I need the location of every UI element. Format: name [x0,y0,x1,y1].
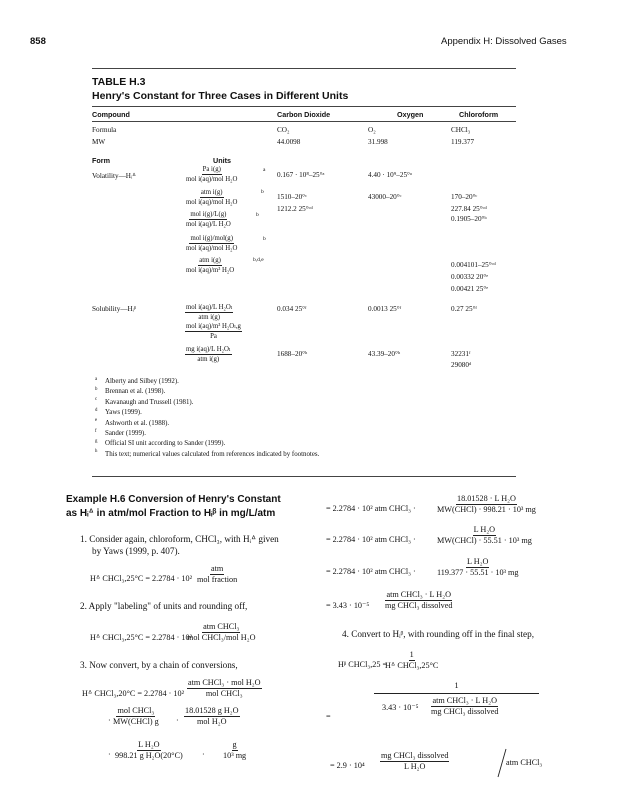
page-number: 858 [30,36,46,47]
sol-chcl3-3: 29080ᵈ [451,361,472,369]
eq3-frac [187,678,262,699]
r1-lhs: = 2.2784 · 10² atm CHCl₃ · [326,504,416,513]
vol-unit-3-den: mol i(aq)/L H₂O [186,221,231,228]
r2-num: L H₂O [473,525,496,534]
eq3-den: mol CHCl₃ [205,689,243,698]
eq3b-num2: 18.01528 g H₂O [185,706,239,715]
eq2-den: mol CHCl₃/mol H₂O [187,633,256,642]
vol-chcl3-1: 170–20°ᶜ [451,193,478,201]
table-title-rule [92,106,516,107]
vol-unit-1-den: mol i(aq)/mol H₂O [186,176,238,183]
r6-num: 1 [454,681,459,690]
vol-co2-1: 0.167 · 10⁸–25°ᵃ [277,171,325,179]
formula-label: Formula [92,126,117,134]
eq3c-dot2: · [202,750,205,759]
table-top-rule [92,68,516,69]
col-compound: Compound [92,110,130,119]
r7-den: L H₂O [404,762,426,771]
form-label: Form [92,156,110,165]
footnote: $^a$ Alberty and Silbey (1992). [95,376,179,385]
footnote: $^e$ Ashworth et al. (1988). [95,418,170,427]
eq2-frac [186,622,257,643]
eq2-lhs: Hᐞ CHCl₃,25°C = 2.2784 · 10² [90,633,193,642]
footnote-text: Sander (1999). [105,429,146,437]
eq2-num: atm CHCl₃ [203,622,240,631]
eq3b-dot: · [108,716,111,725]
vol-unit-5-den: mol i(aq)/m³ H₂O [186,267,235,274]
eq3b-frac1 [112,706,160,727]
r3-lhs: = 2.2784 · 10² atm CHCl₃ · [326,567,416,576]
r4-frac [384,590,453,611]
r5-lhs: Hᵝ CHCl₃,25 = [338,660,388,669]
volatility-label: Volatility—Hᵢᐞ [92,172,137,180]
vol-unit-2-num: atm i(g) [200,189,223,196]
vol-unit-2 [185,188,238,207]
eq3b-dot2: · [176,716,179,725]
eq3c-den2: 10³ mg [223,751,247,760]
r1-num: 18.01528 · L H₂O [456,494,516,503]
r1-den: MW(CHCl) · 998.21 · 10³ mg [437,505,536,514]
vol-unit-4-mark: b [263,236,266,242]
sol-unit-1-num: mol i(aq)/L H₂Oₗ [186,304,233,311]
r5-den: Hᐞ CHCl₃,25°C [385,661,439,670]
r6-den-lead: 3.43 · 10⁻⁵ [382,702,419,712]
vol-unit-2-den: mol i(aq)/mol H₂O [186,199,238,206]
footnote-text: Ashworth et al. (1988). [105,419,170,427]
eq3b-den1: MW(CHCl) g [113,717,159,726]
sol-co2-2: 1688–20°ʰ [277,350,308,358]
footnote: $^d$ Yaws (1999). [95,407,142,417]
sol-unit-3-num: mg i(aq)/L H₂Oₗ [186,346,231,353]
vol-chcl3-4: 0.004101–25°ᶜᵈ [451,261,496,269]
table-header-rule [92,121,516,122]
r6-frac [374,681,539,718]
step-2: 2. Apply "labeling" of units and rounding off, [80,601,248,611]
r2-frac [436,525,533,546]
formula-o2: O₂ [368,126,376,134]
table-label: TABLE H.3 [92,76,146,88]
sol-unit-2 [185,322,242,341]
eq3-num: atm CHCl₃ · mol H₂O [188,678,261,687]
step-1: 1. Consider again, chloroform, CHCl₃, with Hᵢᐞ given [80,534,279,544]
vol-unit-4-den: mol i(aq)/mol H₂O [186,245,238,252]
r4-num: atm CHCl₃ · L H₂O [386,590,451,599]
r6-den-num: atm CHCl₃ · L H₂O [432,695,497,705]
r4-den: mg CHCl₃ dissolved [385,601,453,610]
sol-unit-3 [185,345,232,364]
eq3b-den2: mol H₂O [197,717,227,726]
footnote-text: This text; numerical values calculated from references indicated by footnotes. [105,450,320,458]
example-title-1: Example H.6 Conversion of Henry's Constant [66,494,281,505]
footnote-text: Brennan et al. (1998). [105,388,166,396]
vol-unit-2-mark: b [261,189,264,195]
vol-unit-1-mark: a [263,167,266,173]
sol-unit-2-den: Pa [210,333,217,340]
vol-unit-5 [185,256,235,275]
eq3c-num1: L H₂O [138,740,160,749]
footnote: $^h$ This text; numerical values calculated from references indicated by footnotes. [95,449,320,458]
vol-co2-2: 1510–20°ᶜ [277,193,307,201]
vol-o2-1: 4.40 · 10⁹–25°ᵃ [368,171,412,179]
running-head: Appendix H: Dissolved Gases [441,36,567,47]
eq3c-dot: · [108,750,111,759]
col-chcl3: Chloroform [459,110,499,119]
r2-lhs: = 2.2784 · 10² atm CHCl₃ · [326,535,416,544]
formula-co2: CO₂ [277,126,290,134]
vol-co2-3: 1212.2 25°ᶜᵈ [277,205,313,213]
vol-unit-4-num: mol i(g)/mol(g) [190,235,233,242]
mw-chcl3: 119.377 [451,138,475,146]
sol-unit-3-den: atm i(g) [197,356,220,363]
sol-unit-2-num: mol i(aq)/m³ H₂Oₗ,g [186,323,241,330]
footnote-text: Yaws (1999). [105,409,142,417]
eq1-den: mol fraction [197,575,238,584]
vol-unit-5-num: atm i(g) [199,257,221,264]
sol-co2-1: 0.034 25°ᶠ [277,305,307,313]
footnote-text: Official SI unit according to Sander (1999). [105,440,226,448]
vol-unit-3-mark: b [256,212,259,218]
sol-unit-1 [185,303,233,322]
footnote-text: Kavanaugh and Trussell (1981). [105,398,194,406]
r2-den: MW(CHCl) · 55.51 · 10³ mg [437,536,532,545]
formula-chcl3: CHCl₃ [451,126,471,134]
footnote: $^g$ Official SI unit according to Sander (1999). [95,439,226,448]
vol-unit-3 [185,210,232,229]
eq1-frac [196,564,238,585]
footnote: $^f$ Sander (1999). [95,428,146,437]
table-title: Henry's Constant for Three Cases in Different Units [92,90,349,102]
r7-lhs: = 2.9 · 10⁴ [330,761,365,770]
eq3b-frac2 [184,706,240,727]
footnote-text: Alberty and Silbey (1992). [105,378,179,385]
eq3c-num2: g [232,740,237,749]
eq3c-frac1 [114,740,184,761]
mw-o2: 31.998 [368,138,388,146]
eq1-num: atm [210,564,224,573]
example-title-2: as Hᵢᐞ in atm/mol Fraction to Hᵢᵝ in mg/L/atm [66,508,276,519]
r3-num: L H₂O [467,557,489,566]
vol-chcl3-6: 0.00421 25°ᵉ [451,285,489,293]
vol-unit-5-mark: b,d,e [253,257,264,263]
col-o2: Oxygen [397,110,424,119]
r6-den-den: mg CHCl₃ dissolved [431,706,499,716]
eq3c-den1: 998.21 g H₂O(20°C) [115,751,183,760]
vol-unit-3-num: mol i(g)/L(g) [190,211,227,218]
units-label: Units [213,156,231,165]
r6-bar [374,693,539,694]
col-co2: Carbon Dioxide [277,110,331,119]
footnotes [95,378,515,461]
table-bottom-rule [92,476,516,477]
r7-tail: atm CHCl₃ [506,758,543,767]
mw-co2: 44.0098 [277,138,301,146]
vol-unit-4 [185,234,238,253]
r4-lhs: = 3.43 · 10⁻⁵ [326,601,370,610]
r6-den-frac [430,696,499,717]
vol-unit-1-num: Pa i(g) [202,166,221,173]
r5-num: 1 [409,650,414,659]
solubility-label: Solubility—Hᵢᵝ [92,305,136,313]
vol-chcl3-5: 0.00332 20°ᵉ [451,273,489,281]
sol-o2-1: 0.0013 25°ᶠ [368,305,402,313]
r6-eq: = [326,712,331,721]
sol-chcl3-1: 0.27 25°ᶠ [451,305,477,313]
r6-den [374,696,539,718]
vol-unit-1 [185,165,238,184]
r7-frac [380,751,449,772]
eq3b-num1: mol CHCl₃ [117,706,155,715]
sol-o2-2: 43.39–20°ʰ [368,350,401,358]
r7-num: mg CHCl₃ dissolved [381,751,449,760]
eq3c-frac2 [222,740,247,761]
step-3: 3. Now convert, by a chain of conversions, [80,660,238,670]
step-4: 4. Convert to Hᵢᵝ, with rounding off in the final step, [342,629,534,639]
r5-frac [384,650,439,671]
eq3-lhs: Hᐞ CHCl₃,20°C = 2.2784 · 10² [82,689,185,698]
vol-chcl3-3: 0.1905–20°ᵇ [451,215,487,223]
step-1b: by Yaws (1999, p. 407). [92,546,180,556]
r3-den: 119.377 · 55.51 · 10³ mg [437,568,519,577]
footnote: $^b$ Brennan et al. (1998). [95,387,166,396]
sol-chcl3-2: 32231ᶠ [451,350,471,358]
r1-frac [436,494,537,515]
vol-o2-2: 43000–20°ᶜ [368,193,402,201]
eq1-lhs: Hᐞ CHCl₃,25°C = 2.2784 · 10² [90,574,193,583]
footnote: $^c$ Kavanaugh and Trussell (1981). [95,397,194,406]
vol-chcl3-2: 227.84 25°ᶜᵈ [451,205,487,213]
sol-unit-1-den: atm i(g) [198,314,221,321]
mw-label: MW [92,138,106,146]
r3-frac [436,557,520,578]
slash-line [498,749,506,777]
